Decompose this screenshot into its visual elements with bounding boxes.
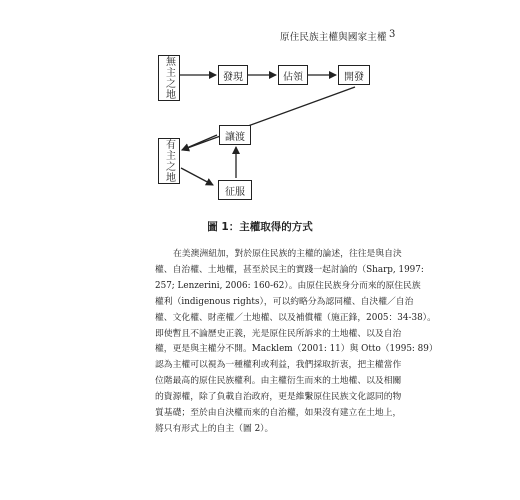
page-number: 3 (389, 29, 396, 40)
paragraph-line: 認為主權可以視為一種權利或利益，我們採取折衷，把主權當作 (155, 360, 402, 371)
paragraph-line: 質基礎；至於由自決權而來的自治權，如果沒有建立在土地上， (155, 408, 402, 419)
arrow-owned-to-conquest (181, 168, 213, 185)
paragraph-line: 在美澳洲紐加，對於原住民族的主權的論述，往往是與自決 (173, 249, 402, 259)
arrow-cession-to-owned (182, 135, 217, 150)
paragraph-line: 權利（indigenous rights），可以約略分為認同權、自決權／自治 (155, 296, 414, 307)
node-cession: 讓渡 (219, 125, 251, 145)
node-occupation: 佔領 (278, 65, 308, 85)
figure-caption: 圖 1：主權取得的方式 (207, 221, 313, 233)
node-no-owner-land: 無主之地 (158, 55, 180, 101)
node-conquest: 征服 (218, 180, 252, 200)
running-header: 原住民族主權與國家主權 (280, 32, 387, 43)
paragraph-line: 權、文化權、財產權／土地權、以及補償權（施正鋒，2005：34-38）。 (155, 312, 436, 323)
arrow-development-to-owned (182, 87, 355, 150)
node-development: 開發 (338, 65, 370, 85)
sovereignty-diagram (0, 0, 520, 220)
diagram-arrows (0, 0, 520, 220)
paragraph-line: 將只有形式上的自主（圖 2）。 (155, 423, 274, 434)
paragraph-line: 的資源權，除了負載自治政府，更是維繫原住民族文化認同的物 (155, 392, 402, 403)
paragraph-line: 位階最高的原住民族權利。由主權衍生而來的土地權、以及相關 (155, 376, 402, 387)
paragraph-line: 權、自治權、土地權，甚至於民主的實踐一起討論的（Sharp, 1997: (155, 264, 424, 275)
node-discovery: 發現 (218, 65, 248, 85)
body-paragraph (155, 247, 438, 438)
paragraph-line: 權，更是與主權分不開。Macklem（2001: 11）與 Otto（1995: 89） (155, 344, 438, 355)
paragraph-line: 即使暫且不論歷史正義，光是原住民所訴求的土地權、以及自治 (155, 328, 402, 339)
paragraph-line: 257; Lenzerini, 2006: 160-62）。由原住民族身分而來的原住民族 (155, 280, 421, 291)
node-owned-land: 有主之地 (158, 138, 180, 184)
